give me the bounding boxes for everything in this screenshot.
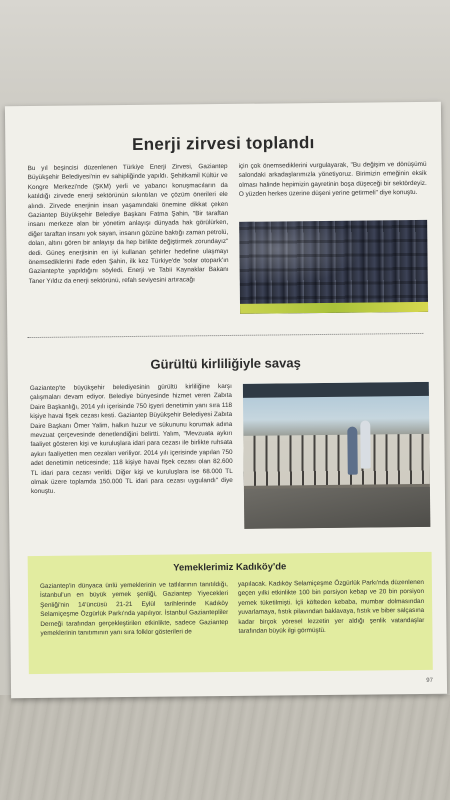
food-festival-box [28, 552, 433, 674]
fence-panel [243, 434, 430, 486]
food-festival-title: Yemeklerimiz Kadıköy'de [173, 561, 287, 574]
food-festival-column-1: Gaziantep'in dünyaca ünlü yemeklerinin ve tatlılarının tanıtıldığı, İstanbul'un en büyük yemek şenliği, Gaziantep Yiyecekleri Şenliği'nin 14'üncüsü 21-21 Eylül tarihlerinde Kadıköy Selamiçeşme Özgürlük Parkı'nda yapılıyor. İstanbul Gaziantepliler Derneği tarafından gerçekleştirilen etkinlikte, sadece Gaziantep yemeklerinin tanıtımının yanı sıra folklor gösterileri de [39, 580, 229, 637]
food-festival-column-2: yapılacak. Kadıköy Selamiçeşme Özgürlük Parkı'nda düzenlenen geçen yılki etkinlikte 100 bin porsiyon kebap ve 20 bin porsiyon yemek tüketilmişti. İçli köfteden kebaba, mumbar dolmasından yuvarlamaya, fıstık pilavından baklavaya, fıstık ve biber salçasına kadar birçok yöresel lezzetin yer aldığı şenlik vatandaşlar tarafından büyük ilgi görmüştü. [237, 578, 425, 635]
energy-summit-title: Enerji zirvesi toplandı [131, 133, 315, 154]
tent-canopy [243, 382, 429, 398]
page-number: 97 [426, 677, 433, 684]
inspector-figure [347, 427, 358, 475]
energy-summit-column-1: Bu yıl beşincisi düzenlenen Türkiye Enerji Zirvesi, Gaziantep Büyükşehir Belediyesi'nin ev sahipliğinde yapıldı. Şehitkamil Kültür ve Kongre Merkezi'nde (ŞKM) yerli ve yabancı konuşmacıların da katıldığı zirvede enerji sektörünün sıkıntıları ve çözüm önerileri ele alındı. Zirvede enerjinin insan yaşamındaki önemine dikkat çeken Gaziantep Büyükşehir Belediye Başkanı Fatma Şahin, "Bir taraftan insanı merkeze alan bir yönetim anlayışı dünyada hak görülürken, diğer taraftan insanı yok sayan, insanın gözüne baktığı zaman petrolü, doları, altını gören bir anlayışı da hep birlikte değiştirmek zorundayız" dedi. Güneş enerjisinin en iyi kullanan şehirler hedefine ulaşmayı önemsediklerini ifade eden Şahin, ilk kez Türkiye'de 'solar otopark'ın Gaziantep'te yapıldığını söyledi. Enerji ve Tabii Kaynaklar Bakanı Taner Yıldız da enerji sektörünü, refah seviyesini artıracağı [27, 162, 229, 285]
street-ground [244, 487, 430, 529]
noise-pollution-body: Gaziantep'te büyükşehir belediyesinin gürültü kirliliğine karşı çalışmaları devam ediyor. Belediye bünyesinde hizmet veren Zabıta Daire Başkanlığı, 2014 yılı içerisinde 750 işyeri denetimin yanı sıra 118 kişiye havai fişek cezası kesti. Gaziantep Büyükşehir Belediyesi Zabıta Daire Başkanı Ömer Yalim, halkın huzur ve sükununu korumak adına mevzuat çerçevesinde denetlendiğini belirtti. Yalım, "Mevzuata aykırı faaliyet gösteren kişi ve kuruluşlara idari para cezası ile birlikte ruhsata aykırı faaliyetten men cezaları veriliyor. 2014 yılı içerisinde yapılan 750 adet denetimin neticesinde; 118 kişiye havai fişek cezası olan 82.600 TL idari para cezası verildi. Diğer kişi ve kuruluşlara ise 68.000 TL olmak üzere toplamda 150.000 TL idari para cezası uygulandı" diye konuştu. [29, 382, 233, 496]
noise-pollution-title: Gürültü kirliliğiyle savaş [150, 355, 301, 372]
conference-floor [240, 302, 428, 314]
floor-background [0, 695, 450, 800]
energy-summit-column-2: için çok önemsediklerini vurgulayarak, "Bu değişim ve dönüşümü salondaki arkadaşlarımızla yönetiyoruz. Birimizin emeğinin eksik olması halinde hepimizin gayretinin boşa düşeceği bir sektördeyiz. O yüzden herkes üzerine düşeni yerine getirmeli" diye konuştu. [238, 160, 427, 199]
inspection-photo [243, 382, 431, 529]
conference-photo [239, 220, 428, 314]
magazine-page [5, 102, 447, 699]
section-divider [27, 333, 423, 338]
inspector-figure [360, 420, 371, 468]
audience-rows [239, 220, 428, 314]
